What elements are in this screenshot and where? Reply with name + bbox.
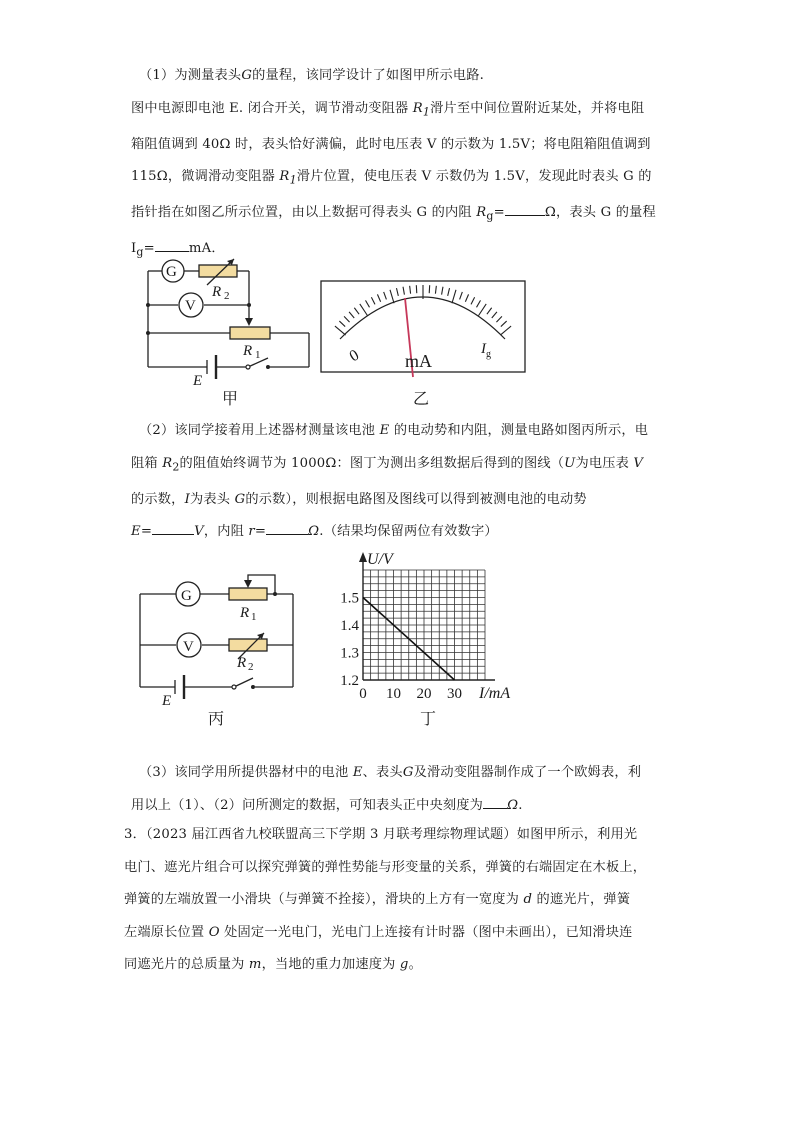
answer-blank-emf[interactable] bbox=[152, 522, 194, 535]
y-axis-arrow bbox=[359, 552, 367, 562]
x-axis-label: I/mA bbox=[479, 685, 511, 702]
part1-text: （1）为测量表头G的量程，该同学设计了如图甲所示电路. 图中电源即电池 E. 闭合开关，调节滑动变阻器 $R_1$滑片至中间位置附近某处，并将电阻 箱阻值调到 40Ω 时，表头恰好满偏，此时电压表 V 的示数为 1.5V；将电阻箱阻值调到 115Ω，微调滑动变阻器 $R_1$滑片位置，使电压表 V 示数仍为 1.5V，发现此时表头 G 的 指针指在如图乙所示位置，由以上数据可得表头 G 的内阻 $R_g= \Omega$，表头 G 的量程 $I_g=$ mA． bbox=[131, 68, 656, 260]
circuit-diagram-bing bbox=[136, 565, 301, 730]
meter-dial-yi bbox=[318, 278, 528, 410]
figure-caption-ding: 丁 bbox=[420, 711, 437, 728]
y-tick-label: 1.4 bbox=[340, 618, 359, 634]
r2-label: R bbox=[237, 655, 247, 671]
answer-blank-midscale[interactable] bbox=[483, 796, 507, 809]
r1-subscript: 1 bbox=[251, 611, 257, 623]
part2-text: （2）该同学接着用上述器材测量该电池 E 的电动势和内阻，测量电路如图丙所示，电 阻箱 $R_2$的阻值始终调节为 1000Ω：图丁为测出多组数据后得到的图线（U为电压表 V 的示数，I为表头 G的示数），则根据电路图及图线可以得到被测电池的电动势 E= V，内阻 r= Ω.（结果均保留两位有效数字） bbox=[131, 423, 649, 540]
x-tick-label: 10 bbox=[386, 686, 401, 702]
dial-zero-label: 0 bbox=[346, 346, 363, 366]
figure-caption-jia: 甲 bbox=[222, 391, 239, 408]
voltmeter-label: V bbox=[185, 298, 196, 314]
y-tick-label: 1.2 bbox=[340, 673, 359, 689]
question3-text: 3．（2023 届江西省九校联盟高三下学期 3 月联考理综物理试题）如图甲所示，利用光 电门、遮光片组合可以探究弹簧的弹性势能与形变量的关系，弹簧的右端固定在木板上， 弹簧的左端放置一小滑块（与弹簧不拴接），滑块的上方有一宽度为 d 的遮光片，弹簧 左端原长位置 O 处固定一光电门，光电门上连接有计时器（图中未画出），已知滑块连 同遮光片的总质量为 m，当地的重力加速度为 g。 bbox=[124, 827, 647, 972]
circuit-diagram-jia bbox=[140, 252, 318, 412]
y-tick-label: 1.3 bbox=[340, 645, 359, 662]
galvanometer-label: G bbox=[166, 264, 177, 280]
r2-subscript: 2 bbox=[248, 661, 254, 673]
dial-ig-label: I bbox=[481, 341, 486, 357]
y-tick-label: 1.5 bbox=[340, 590, 359, 607]
x-tick-label: 0 bbox=[359, 686, 367, 702]
r1-subscript: 1 bbox=[255, 349, 261, 361]
battery-label: E bbox=[162, 693, 172, 709]
answer-blank-ig[interactable] bbox=[155, 239, 189, 252]
dial-ig-subscript: g bbox=[486, 349, 491, 360]
r2-subscript: 2 bbox=[224, 290, 230, 302]
figure-caption-bing: 丙 bbox=[208, 711, 225, 728]
x-tick-label: 30 bbox=[447, 686, 462, 702]
r1-label: R bbox=[240, 605, 250, 621]
y-axis-label: U/V bbox=[367, 551, 393, 568]
voltmeter-label: V bbox=[183, 639, 194, 655]
answer-blank-r[interactable] bbox=[266, 522, 308, 535]
part3-text: （3）该同学用所提供器材中的电池 E、表头G及滑动变阻器制作成了一个欧姆表，利 用以上（1）、（2）问所测定的数据，可知表头正中央刻度为 Ω. bbox=[131, 765, 642, 813]
battery-label: E bbox=[193, 373, 203, 389]
x-tick-label: 20 bbox=[416, 686, 432, 702]
r2-label: R bbox=[212, 284, 222, 300]
galvanometer-label: G bbox=[181, 588, 192, 604]
answer-blank-rg[interactable] bbox=[505, 203, 545, 216]
dial-unit-label: mA bbox=[405, 351, 432, 371]
ui-graph-ding bbox=[330, 540, 530, 735]
figure-caption-yi: 乙 bbox=[413, 391, 430, 408]
r1-label: R bbox=[243, 343, 253, 359]
